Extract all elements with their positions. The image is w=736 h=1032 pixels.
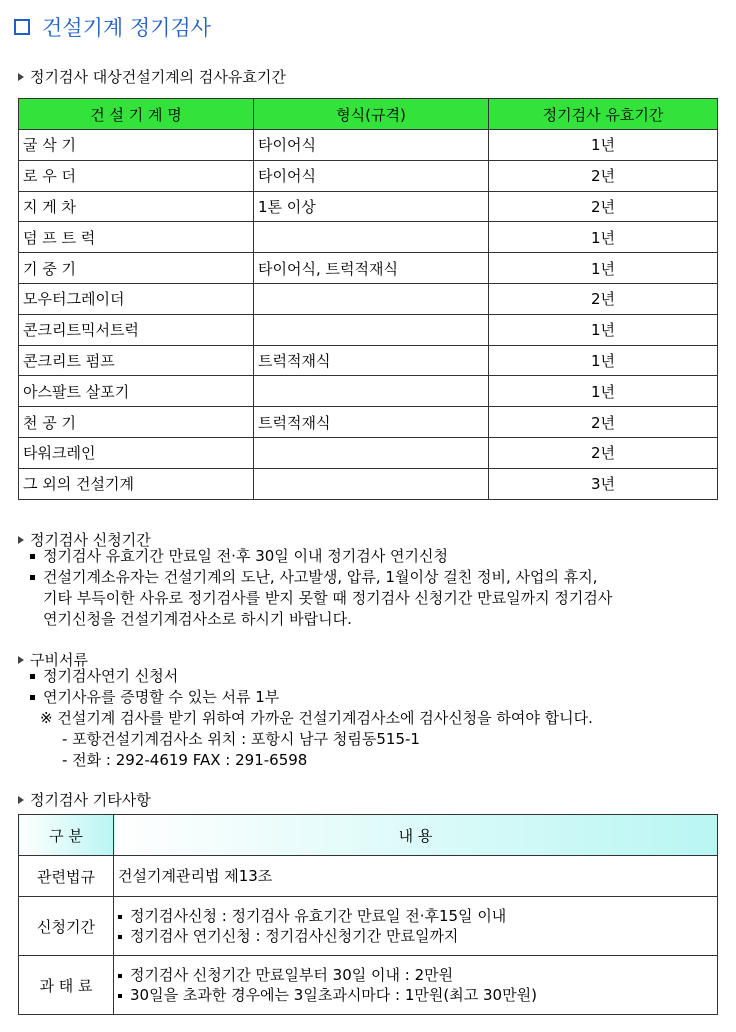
table-row: [19, 407, 718, 438]
triangle-bullet-icon: [18, 536, 24, 544]
machine-name-cell: 모우터그레이더: [19, 283, 254, 314]
row-label: 관련법규: [19, 856, 114, 897]
column-header: 정기검사 유효기간: [489, 99, 718, 130]
list-item-continued: 기타 부득이한 사유로 정기검사를 받지 못할 때 정기검사 신청기간 만료일까지 정기검사: [43, 589, 613, 607]
validity-cell: 2년: [489, 283, 718, 314]
note-text: ※ 건설기계 검사를 받기 위하여 가까운 건설기계검사소에 검사신청을 하여야 합니다.: [40, 709, 593, 727]
content-line: 건설기계관리법 제13조: [118, 867, 273, 885]
machine-name-cell: 콘크리트 펌프: [19, 345, 254, 376]
column-header: 형식(규격): [254, 99, 489, 130]
square-bullet-icon: [118, 915, 122, 919]
table-row: [19, 130, 718, 161]
machine-name-cell: 천 공 기: [19, 407, 254, 438]
type-cell: 트럭적재식: [254, 345, 489, 376]
table-row: [19, 191, 718, 222]
table-row: [19, 897, 718, 956]
validity-cell: 2년: [489, 160, 718, 191]
type-cell: 트럭적재식: [254, 407, 489, 438]
validity-cell: 3년: [489, 468, 718, 499]
column-header: 구 분: [19, 815, 114, 856]
type-cell: [254, 468, 489, 499]
table-row: [19, 314, 718, 345]
type-cell: [254, 376, 489, 407]
triangle-bullet-icon: [18, 656, 24, 664]
column-header: 내 용: [114, 815, 718, 856]
validity-cell: 1년: [489, 376, 718, 407]
type-cell: [254, 437, 489, 468]
checkbox-square-icon: [14, 19, 30, 35]
square-bullet-icon: [118, 935, 122, 939]
list-item: 건설기계소유자는 건설기계의 도난, 사고발생, 압류, 1월이상 걸친 정비, 사업의 휴지,: [30, 567, 612, 588]
content-cell: [114, 956, 718, 1015]
validity-table-body: [19, 130, 718, 500]
type-cell: [254, 283, 489, 314]
triangle-bullet-icon: [18, 796, 24, 804]
type-cell: [254, 222, 489, 253]
section-heading-application-period: 정기검사 신청기간: [18, 529, 151, 550]
other-info-table-body: [19, 856, 718, 1015]
table-header-row: [19, 815, 718, 856]
validity-cell: 1년: [489, 314, 718, 345]
table-row: [19, 345, 718, 376]
triangle-bullet-icon: [18, 73, 24, 81]
type-cell: 타이어식: [254, 160, 489, 191]
square-bullet-icon: [30, 575, 35, 580]
machine-name-cell: 타워크레인: [19, 437, 254, 468]
list-item: 정기검사연기 신청서: [30, 666, 593, 687]
documents-list: [30, 666, 593, 771]
validity-cell: 1년: [489, 222, 718, 253]
square-bullet-icon: [30, 695, 35, 700]
location-text: - 포항건설기계검사소 위치 : 포항시 남구 청림동515-1: [62, 730, 420, 748]
section-heading-other: 정기검사 기타사항: [18, 789, 151, 810]
machine-name-cell: 그 외의 건설기계: [19, 468, 254, 499]
list-item: 연기사유를 증명할 수 있는 서류 1부: [30, 687, 593, 708]
validity-table: [18, 98, 718, 500]
square-bullet-icon: [30, 674, 35, 679]
other-info-table: [18, 814, 718, 1015]
list-item: 정기검사 유효기간 만료일 전·후 30일 이내 정기검사 연기신청: [30, 546, 612, 567]
column-header: 건 설 기 계 명: [19, 99, 254, 130]
square-bullet-icon: [118, 974, 122, 978]
type-cell: 타이어식: [254, 130, 489, 161]
section-heading-documents: 구비서류: [18, 649, 88, 670]
validity-cell: 1년: [489, 130, 718, 161]
machine-name-cell: 기 중 기: [19, 253, 254, 284]
content-line: 정기검사 신청기간 만료일부터 30일 이내 : 2만원: [118, 965, 713, 985]
machine-name-cell: 지 게 차: [19, 191, 254, 222]
table-row: [19, 856, 718, 897]
square-bullet-icon: [118, 994, 122, 998]
application-period-list: [30, 546, 612, 630]
validity-cell: 1년: [489, 345, 718, 376]
section-heading-validity: 정기검사 대상건설기계의 검사유효기간: [18, 66, 286, 87]
machine-name-cell: 아스팔트 살포기: [19, 376, 254, 407]
machine-name-cell: 콘크리트믹서트럭: [19, 314, 254, 345]
table-row: [19, 283, 718, 314]
validity-cell: 2년: [489, 437, 718, 468]
table-row: [19, 956, 718, 1015]
content-cell: [114, 897, 718, 956]
content-line: 정기검사신청 : 정기검사 유효기간 만료일 전·후15일 이내: [118, 906, 713, 926]
type-cell: 타이어식, 트럭적재식: [254, 253, 489, 284]
type-cell: [254, 314, 489, 345]
table-row: [19, 468, 718, 499]
square-bullet-icon: [30, 554, 35, 559]
machine-name-cell: 굴 삭 기: [19, 130, 254, 161]
table-row: [19, 376, 718, 407]
type-cell: 1톤 이상: [254, 191, 489, 222]
validity-cell: 2년: [489, 407, 718, 438]
machine-name-cell: 덤 프 트 럭: [19, 222, 254, 253]
row-label: 신청기간: [19, 897, 114, 956]
row-label: 과 태 료: [19, 956, 114, 1015]
list-item-continued: 연기신청을 건설기계검사소로 하시기 바랍니다.: [43, 610, 352, 628]
validity-cell: 2년: [489, 191, 718, 222]
table-header-row: [19, 99, 718, 130]
content-line: 정기검사 연기신청 : 정기검사신청기간 만료일까지: [118, 926, 713, 946]
validity-cell: 1년: [489, 253, 718, 284]
table-row: [19, 222, 718, 253]
table-row: [19, 437, 718, 468]
machine-name-cell: 로 우 더: [19, 160, 254, 191]
page-title: [14, 12, 211, 42]
phone-text: - 전화 : 292-4619 FAX : 291-6598: [62, 751, 308, 769]
content-cell: [114, 856, 718, 897]
page-title-text: 건설기계 정기검사: [42, 16, 211, 40]
content-line: 30일을 초과한 경우에는 3일초과시마다 : 1만원(최고 30만원): [118, 985, 713, 1005]
table-row: [19, 160, 718, 191]
table-row: [19, 253, 718, 284]
